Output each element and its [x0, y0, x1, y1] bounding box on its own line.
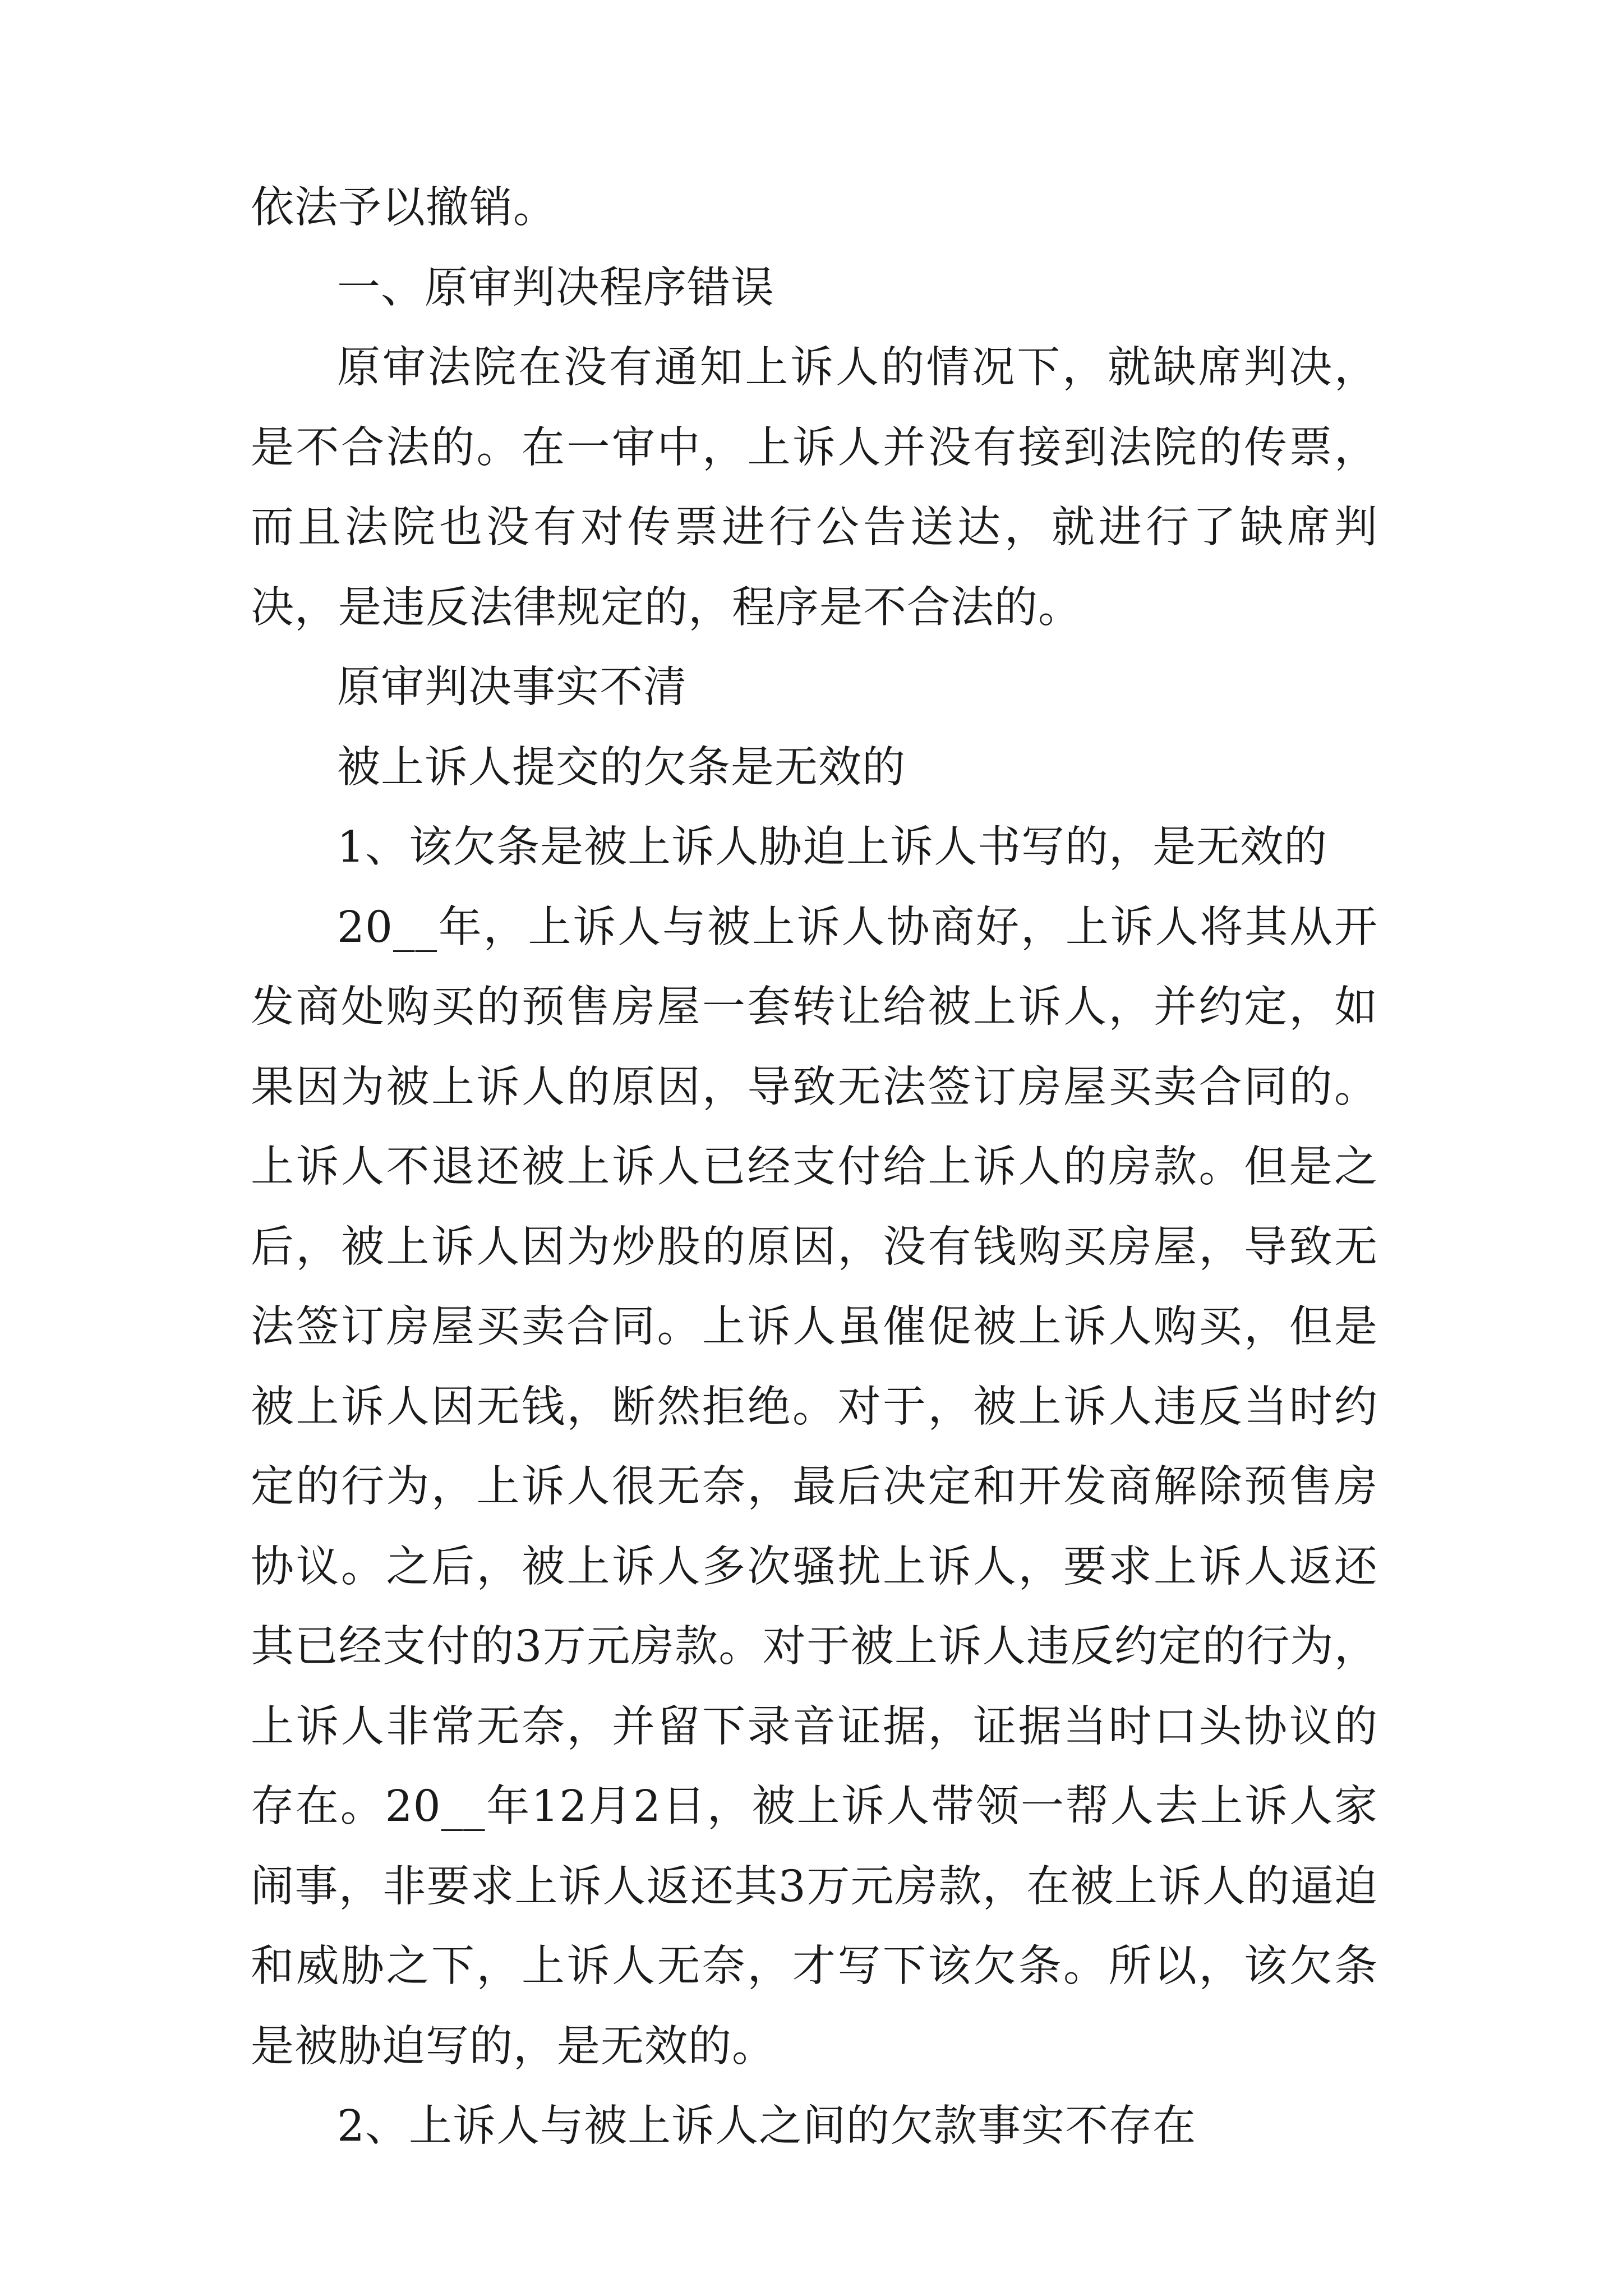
heading-point-1: 1、该欠条是被上诉人胁迫上诉人书写的，是无效的: [337, 822, 1327, 872]
paragraph-point-1-detail: 20__年，上诉人与被上诉人协商好，上诉人将其从开发商处购买的预售房屋一套转让给被上诉人，并约定，如果因为被上诉人的原因，导致无法签订房屋买卖合同的。上诉人不退还被上诉人已经支付给上诉人的房款。但是之后，被上诉人因为炒股的原因，没有钱购买房屋，导致无法签订房屋买卖合同。上诉人虽催促被上诉人购买，但是被上诉人因无钱，断然拒绝。对于，被上诉人违反当时约定的行为，上诉人很无奈，最后决定和开发商解除预售房协议。之后，被上诉人多次骚扰上诉人，要求上诉人返还其已经支付的3万元房款。对于被上诉人违反约定的行为，上诉人非常无奈，并留下录音证据，证据当时口头协议的存在。20__年12月2日，被上诉人带领一帮人去上诉人家闹事，非要求上诉人返还其3万元房款，在被上诉人的逼迫和威胁之下，上诉人无奈，才写下该欠条。所以，该欠条是被胁迫写的，是无效的。: [251, 902, 1378, 2072]
heading-point-2: 2、上诉人与被上诉人之间的欠款事实不存在: [337, 2101, 1196, 2151]
paragraph-continuation: 依法予以撤销。: [251, 183, 557, 233]
paragraph-procedure-detail: 原审法院在没有通知上诉人的情况下，就缺席判决，是不合法的。在一审中，上诉人并没有接到法院的传票，而且法院也没有对传票进行公告送达，就进行了缺席判决，是违反法律规定的，程序是不合法的。: [251, 343, 1378, 633]
heading-iou-invalid: 被上诉人提交的欠条是无效的: [337, 742, 906, 793]
heading-procedure-error: 一、原审判决程序错误: [337, 263, 774, 313]
heading-facts-unclear: 原审判决事实不清: [337, 662, 687, 712]
document-body: [251, 168, 1378, 2167]
